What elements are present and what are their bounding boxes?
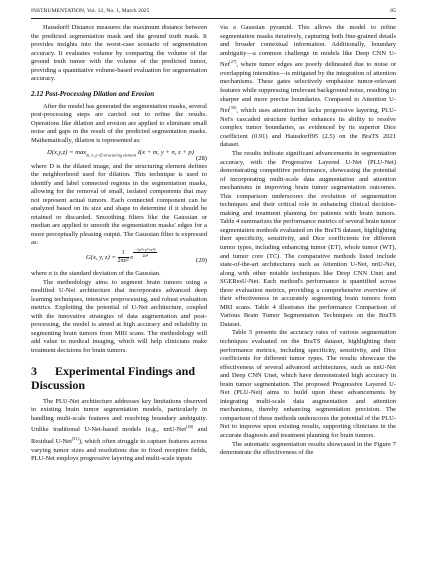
page-number: 85: [390, 8, 396, 14]
eq29-exp-numerator: −(x²+y²+z²): [135, 247, 156, 253]
paragraph-sigma: where σ is the standard deviation of the Gaussian.: [31, 270, 161, 278]
left-column: [31, 24, 207, 464]
text-run: , which uses attention but lacks progressive layering, PLU-Net's cascaded structure further enhances its ability to resolve complex tumor boundaries, as evidenced by its superior Dice coefficient (0.91) and Hausdorff95 (2.5) on the BraTS 2021 dataset.: [220, 107, 396, 149]
equation-28: [31, 146, 207, 163]
paragraph-gaussian-pyramid: [220, 24, 396, 150]
citation-ref: [27]: [229, 59, 237, 65]
eq29-lhs: G(x, y, z) =: [86, 254, 116, 262]
paragraph-post-processing: After the model has generated the segmentation masks, several post-processing steps are carried out to refine the results. Operations like dilation and erosion are applied to eliminate small noise and gaps in the result of the predicted segmentation masks. Mathematically, dilation is represented as:: [31, 102, 207, 145]
section-heading-3: [31, 364, 207, 393]
eq29-e: e: [130, 254, 134, 262]
running-header: [31, 8, 396, 14]
paragraph-plunet-limitations: [31, 398, 207, 464]
journal-citation: INSTRUMENTATION, Vol. 12, No. 1, March 2025: [31, 8, 150, 14]
header-rule: [31, 18, 396, 19]
eq29-denominator: 2πσ²: [117, 258, 129, 265]
text-run: , where tumor edges are poorly delineated due to noise or overlapping intensities—is mitigated by the integration of attention mechanisms. These gates selectively emphasize tumor-relevant features while suppressing irrelevant background noise, resulting in sharper and more precise boundaries. Compared to Attention U-Net: [220, 61, 396, 115]
eq28-rhs: I(x + m, y + n, z + p): [137, 148, 194, 156]
eq29-numerator: 1: [118, 250, 129, 258]
section-number: 3: [31, 363, 37, 378]
eq28-number: (28): [196, 154, 207, 162]
eq29-exp-denominator: 2σ²: [142, 253, 149, 259]
text-run: The PLU-Net architecture addresses key limitations observed in existing brain tumor segmentation models, particularly in handling multi-scale features and resolving boundary ambiguity. Unlike traditional U-Net-based models (e.g., nnU-Net: [31, 397, 207, 434]
paragraph-hausdorff: Hausdorff Distance measures the maximum distance between the predicted segmentation mask and the ground truth mask. It provides insights into the worst-case scenario of segmentation accuracy. It evaluates volume by comparing the volume of the ground truth tumor with the volume of the predicted tumor, providing a quantitative volume-based evaluation for segmentation accuracy.: [31, 24, 207, 83]
equation-29: [31, 248, 207, 270]
paragraph-methodology-summary: The methodology aims to segment brain tumors using a modified U-Net architecture that incorporates advanced deep learning techniques, intensive preprocessing, and robust evaluation metrics. Exploiting the potential of U-Net architecture, coupled with the innovative strategies of data augmentation and post-processing, the model is aimed at high accuracy and reliability in segmenting brain tumors from MRI scans. The methodology will add value to medical imaging, which will help clinicians make treatment decisions for brain tumors.: [31, 278, 207, 354]
eq29-fraction: [118, 250, 129, 265]
subsection-heading-2-12: 2.12 Post-Processing Dilation and Erosion: [31, 89, 155, 98]
citation-ref: [35]: [229, 105, 237, 111]
citation-ref: [28]: [186, 424, 194, 430]
text-run: via a Gaussian pyramid. This allows the model to refine segmentation masks iteratively, capturing both fine-grained details and broader contextual information. Additionally, boundary ambiguity—a common challenge in models like Deep CNN U-Net: [220, 24, 396, 69]
eq29-exponent: [133, 247, 157, 258]
paragraph-dilation-explained: where D is the dilated image, and the structuring element defines the neighborhood used for dilation. This technique is used to identify and label connected regions in the segmentation masks, allowing for the removal of small, isolated components that may not represent actual tumors. Each connected component can be analyzed based on its size and shape to determine if it should be retained or discarded. Smoothing filters like the Gaussian or median are applied to smooth the segmentation masks' edges for a more perceptually pleasing output. The Gaussian filter is expressed as:: [31, 162, 207, 247]
paragraph-figure7: The automatic segmentation results showcased in the Figure 7 demonstrate the effectiveness of the: [220, 440, 396, 457]
eq28-lhs: D(x,y,z) = max: [47, 148, 87, 156]
paragraph-results-table4: The results indicate significant advancements in segmentation accuracy, with the Progressive Layered U-Net (PLU-Net) demonstrating competitive performance, showcasing the potential of incorporating multi-scale data augmentation and attention mechanisms in improving brain tumor segmentation outcomes. This comparison underscores the evolution of segmentation techniques and their critical role in enhancing clinical decision-making and treatment planning for patients with brain tumors. Table 4 summarizes the performance metrics of several brain tumor segmentation methods evaluated on the BraTS dataset, highlighting their specificity, sensitivity, and Dice coefficients for different tumor types, including enhancing tumor (ET), whole tumor (WT), and tumor core (TC). The comparative methods listed include state-of-the-art architectures such as Attention U-Net, nnU-Net, along with other notable techniques like Deep CNN Unet and SGEResU-Net. Each method's performance is quantified across three evaluation metrics, providing a comprehensive overview of their effectiveness in accurately segmenting brain tumors from MRI scans. Table 4 illustrates the performance Comparison of Various Brain Tumor Segmentation Techniques on the BraTS Dataset.: [220, 149, 396, 328]
paragraph-results-table5: Table 5 presents the accuracy rates of various segmentation techniques evaluated on the BraTS dataset, highlighting their performance metrics, including specificity, sensitivity, and Dice coefficients for different tumor types. The results showcase the effectiveness of several advanced architectures, such as nnU-Net and Deep CNN Unet, which have demonstrated high accuracy in brain tumor segmentation. The proposed Progressive Layered U-Net (PLU-Net) aims to build upon these advancements by integrating multi-scale data augmentation and attention mechanisms, thereby enhancing segmentation precision. The comparison of these methods underscores the potential of the PLU-Net to improve upon existing results, supporting clinicians in the accurate diagnosis and treatment planning for brain tumors.: [220, 329, 396, 440]
eq28-subscript: m, n, p ∈ structuring element: [86, 151, 137, 157]
section-title: Experimental Findings and Discussion: [31, 363, 196, 392]
citation-ref: [31]: [71, 435, 79, 441]
right-column: [220, 24, 396, 458]
text-run: and Residual U-Net: [31, 426, 207, 445]
eq29-number: (29): [196, 257, 207, 265]
text-run: ), which often struggle to capture features across varying tumor sizes and resolutions due to fixed receptive fields, PLU-Net employs progressive layering and multi-scale inputs: [31, 438, 207, 463]
